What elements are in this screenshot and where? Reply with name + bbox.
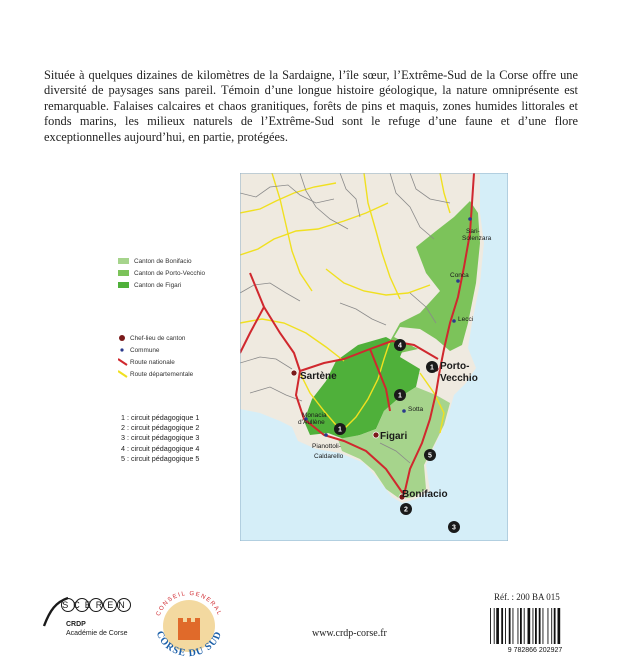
label-figari: Figari	[380, 431, 408, 442]
label-sartene: Sartène	[300, 371, 337, 382]
label-solenzara: Solenzara	[462, 235, 492, 242]
circuit-list	[121, 413, 199, 464]
circuit-marker[interactable]	[424, 449, 436, 461]
label-sotta: Sotta	[408, 406, 424, 413]
seal-bottom-text: CORSE DU SUD	[153, 629, 225, 658]
barcode-bar	[509, 608, 511, 644]
route-nationale-icon	[118, 358, 128, 366]
commune-lecci-dot	[452, 319, 456, 323]
circuit-item: 3 : circuit pédagogique 3	[121, 433, 200, 443]
tower-icon	[178, 618, 200, 640]
barcode-bar	[501, 608, 503, 644]
circuit-item: 1 : circuit pédagogique 1	[121, 413, 200, 422]
label-conca: Conca	[450, 272, 469, 279]
seal-top-text: CONSEIL GENERAL	[155, 590, 223, 618]
legend-row: Route départementale	[118, 368, 193, 380]
academie-label: Académie de Corse	[66, 630, 128, 637]
barcode-bar	[528, 608, 531, 644]
route-departementale-icon	[118, 370, 128, 378]
swatch-porto-vecchio	[118, 270, 129, 276]
barcode	[486, 606, 584, 654]
svg-text:1: 1	[430, 364, 434, 372]
swatch-bonifacio	[118, 258, 129, 264]
svg-text:1: 1	[338, 426, 342, 434]
barcode-bar	[535, 608, 537, 644]
label-aullene: d’Aullène	[298, 419, 325, 426]
circuit-item: 4 : circuit pédagogique 4	[121, 443, 200, 453]
isbn-number: 9 782866 202927	[507, 647, 563, 654]
commune-sari-solenzara-dot	[468, 217, 472, 221]
intro-paragraph: Située à quelques dizaines de kilomètres de la Sardaigne, l’île sœur, l’Extrême-Sud de la Corse offre une diversité de paysages sans pareil. Témoin d’une longue histoire géologique, la nature omniprésente est remarquable. Falaises calcaires et chaos granitiques, forêts de pins et maquis, zones humides littorales et fonds marins, les milieux naturels de l’Extrême-Sud sont le refuge d’une faune et d’une flore exceptionnelles aujourd’hui, en partie, protégées.	[44, 68, 578, 144]
chef-lieu-icon	[118, 334, 128, 342]
barcode-bar	[543, 608, 544, 644]
barcode-bar	[533, 608, 534, 644]
legend-row: Route nationale	[118, 356, 193, 368]
label-lecci: Lecci	[458, 316, 474, 323]
barcode-bar	[520, 608, 522, 644]
barcode-bar	[513, 608, 514, 644]
label-porto: Porto-	[440, 361, 470, 372]
commune-pianottoli-dot	[324, 433, 328, 437]
svg-text:4: 4	[398, 342, 402, 350]
symbol-legend	[118, 332, 193, 380]
barcode-bar	[524, 608, 525, 644]
barcode-bar	[505, 608, 506, 644]
barcode-bar	[518, 608, 519, 644]
legend-row: Chef-lieu de canton	[118, 332, 193, 344]
circuit-item: 5 : circuit pédagogique 5	[121, 453, 200, 463]
crdp-label: CRDP	[66, 621, 86, 628]
commune-sotta-dot	[402, 409, 406, 413]
barcode-bar	[554, 608, 556, 644]
chef-lieu-sartene	[291, 370, 297, 376]
label-caldarello: Caldarello	[314, 453, 344, 460]
chef-lieu-figari	[373, 432, 379, 438]
barcode-bar	[494, 608, 495, 644]
svg-text:5: 5	[428, 452, 432, 460]
zone-legend	[118, 255, 205, 291]
barcode-bar	[490, 608, 491, 644]
swatch-figari	[118, 282, 129, 288]
label-vecchio: Vecchio	[440, 373, 478, 384]
svg-text:2: 2	[404, 506, 408, 514]
legend-row: Canton de Bonifacio	[118, 255, 205, 267]
conseil-general-seal	[148, 588, 230, 658]
label-pianottoli: Pianottoli-	[312, 443, 341, 450]
website-link[interactable]: www.crdp-corse.fr	[312, 628, 387, 639]
commune-icon	[118, 346, 128, 354]
legend-row: Canton de Porto-Vecchio	[118, 267, 205, 279]
commune-conca-dot	[456, 279, 460, 283]
reference-number: Réf. : 200 BA 015	[494, 592, 560, 602]
sceren-logo-text: SCEREN	[62, 600, 130, 610]
svg-text:3: 3	[452, 524, 456, 532]
circuit-marker[interactable]	[334, 423, 346, 435]
label-sari: Sari-	[466, 228, 480, 235]
circuit-item: 2 : circuit pédagogique 2	[121, 423, 200, 433]
circuit-marker[interactable]	[394, 389, 406, 401]
circuit-marker[interactable]	[400, 503, 412, 515]
svg-text:1: 1	[398, 392, 402, 400]
barcode-bar	[496, 608, 499, 644]
circuit-marker[interactable]	[394, 339, 406, 351]
barcode-bar	[551, 608, 552, 644]
label-bonifacio: Bonifacio	[402, 489, 448, 500]
circuit-marker[interactable]	[426, 361, 438, 373]
circuit-marker[interactable]	[448, 521, 460, 533]
barcode-bar	[558, 608, 561, 644]
legend-row: Canton de Figari	[118, 279, 205, 291]
label-monacia: Monacia	[302, 412, 327, 419]
legend-row: Commune	[118, 344, 193, 356]
barcode-bar	[548, 608, 549, 644]
map	[240, 173, 508, 541]
crdp-block	[66, 620, 127, 638]
barcode-bar	[539, 608, 541, 644]
